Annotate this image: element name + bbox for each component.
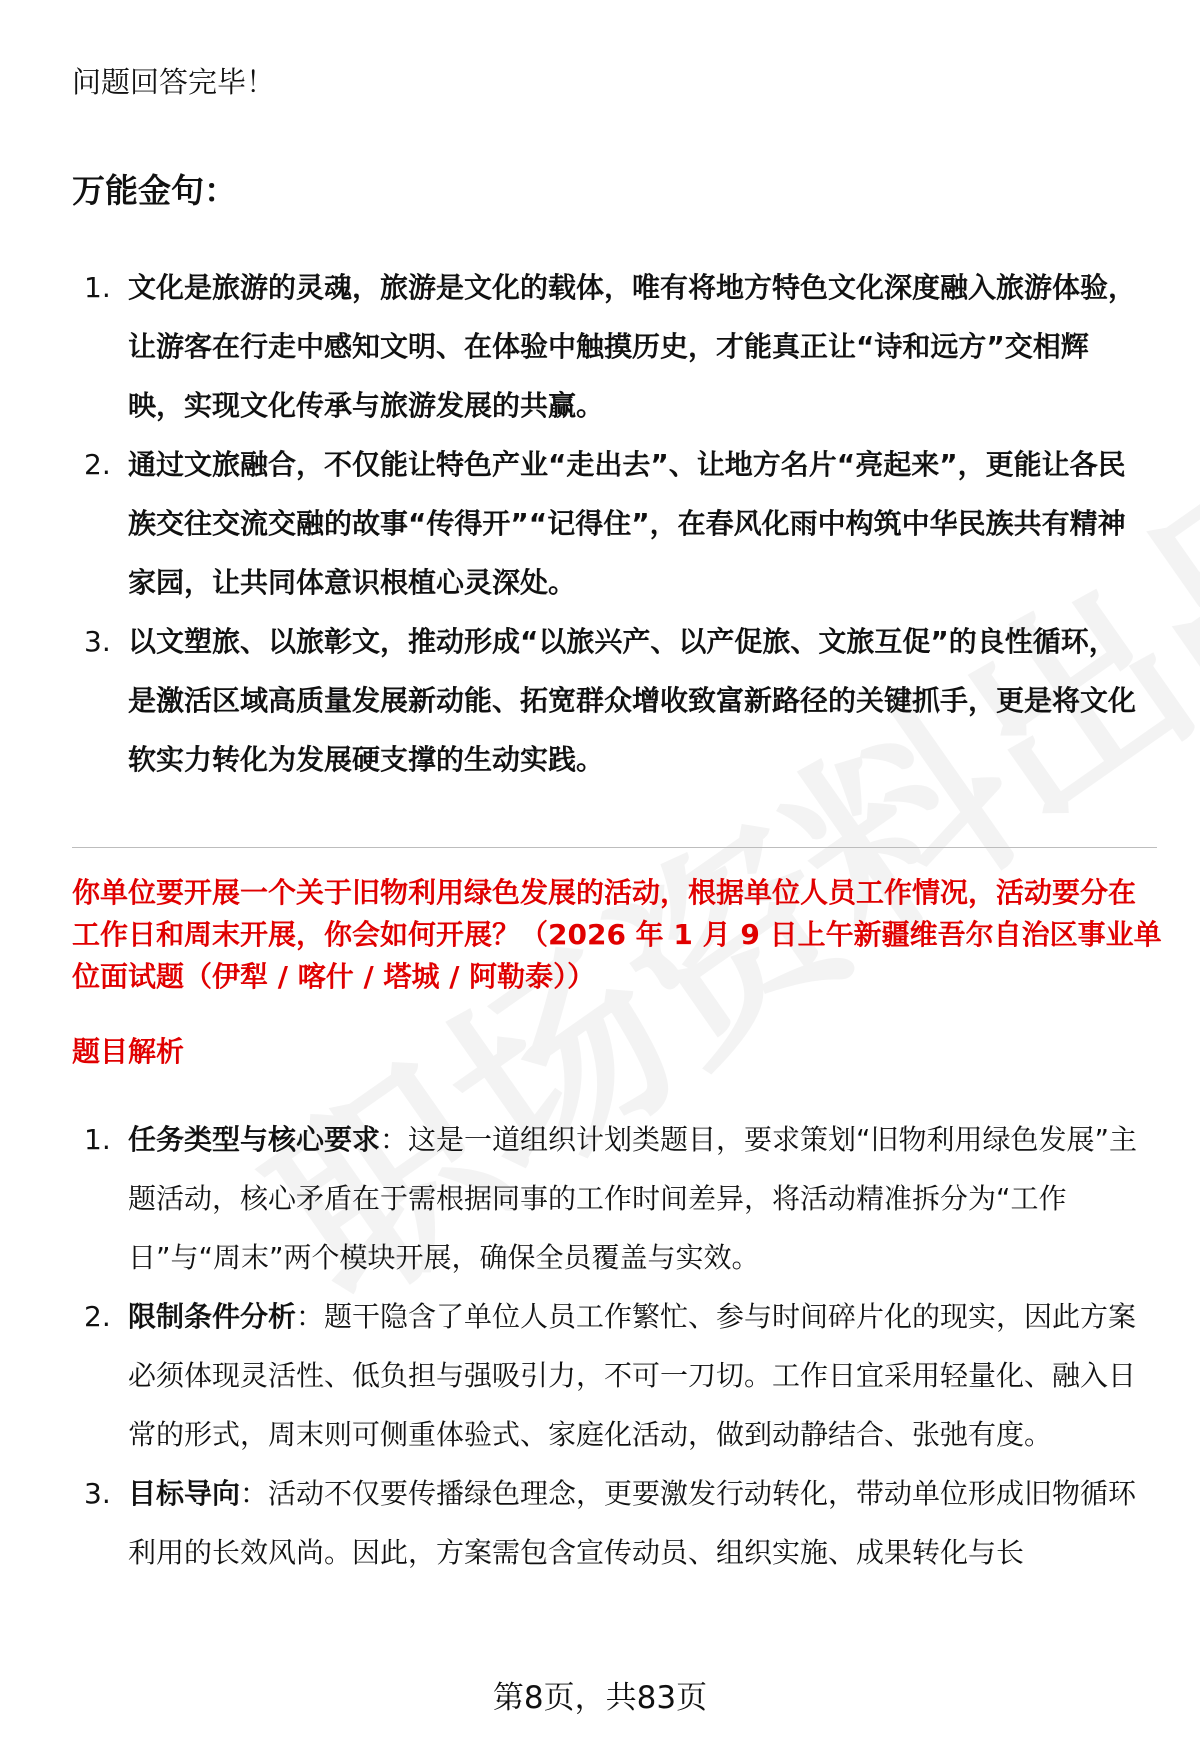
item-title: 任务类型与核心要求	[128, 1123, 381, 1156]
list-number: 3.	[84, 625, 111, 658]
list-item	[0, 435, 1200, 612]
list-text: 以文塑旅、以旅彰文，推动形成“以旅兴产、以产促旅、文旅互促”的良性循环，是激活区域高质量发展新动能、拓宽群众增收致富新路径的关键抓手，更是将文化软实力转化为发展硬支撑的生动实践。	[128, 625, 1137, 776]
list-number: 1.	[84, 271, 111, 304]
list-number: 3.	[84, 1477, 111, 1510]
list-item	[0, 1464, 1200, 1582]
list-item	[0, 1287, 1200, 1464]
item-text: ：这是一道组织计划类题目，要求策划“旧物利用绿色发展”主题活动，核心矛盾在于需根据同事的工作时间差异，将活动精准拆分为“工作日”与“周末”两个模块开展，确保全员覆盖与实效。	[128, 1123, 1138, 1274]
analysis-heading: 题目解析	[72, 1035, 185, 1068]
page-footer: 第8页，共83页	[492, 1680, 708, 1716]
list-item	[0, 1110, 1200, 1287]
list-number: 2.	[84, 448, 111, 481]
list-number: 2.	[84, 1300, 111, 1333]
analysis-list	[0, 1110, 1200, 1582]
item-title: 目标导向	[128, 1477, 241, 1510]
item-title: 限制条件分析	[128, 1300, 297, 1333]
section-divider	[72, 847, 1157, 848]
list-item	[0, 612, 1200, 789]
list-text: 文化是旅游的灵魂，旅游是文化的载体，唯有将地方特色文化深度融入旅游体验，让游客在行走中感知文明、在体验中触摸历史，才能真正让“诗和远方”交相辉映，实现文化传承与旅游发展的共赢。	[128, 271, 1137, 422]
list-text: 通过文旅融合，不仅能让特色产业“走出去”、让地方名片“亮起来”，更能让各民族交往交流交融的故事“传得开”“记得住”，在春风化雨中构筑中华民族共有精神家园，让共同体意识根植心灵深处。	[128, 448, 1126, 599]
item-text: ：题干隐含了单位人员工作繁忙、参与时间碎片化的现实，因此方案必须体现灵活性、低负担与强吸引力，不可一刀切。工作日宜采用轻量化、融入日常的形式，周末则可侧重体验式、家庭化活动，做到动静结合、张弛有度。	[128, 1300, 1137, 1451]
sentences-heading: 万能金句：	[72, 171, 237, 210]
sentences-list	[0, 258, 1200, 789]
list-item	[0, 258, 1200, 435]
intro-text: 问题回答完毕！	[72, 65, 276, 99]
item-text: ：活动不仅要传播绿色理念，更要激发行动转化，带动单位形成旧物循环利用的长效风尚。因此，方案需包含宣传动员、组织实施、成果转化与长	[128, 1477, 1137, 1569]
question-title: 你单位要开展一个关于旧物利用绿色发展的活动，根据单位人员工作情况，活动要分在工作日和周末开展，你会如何开展？（2026 年 1 月 9 日上午新疆维吾尔自治区事业单位面试题（伊犁 / 喀什 / 塔城 / 阿勒泰））	[72, 876, 1162, 993]
list-number: 1.	[84, 1123, 111, 1156]
